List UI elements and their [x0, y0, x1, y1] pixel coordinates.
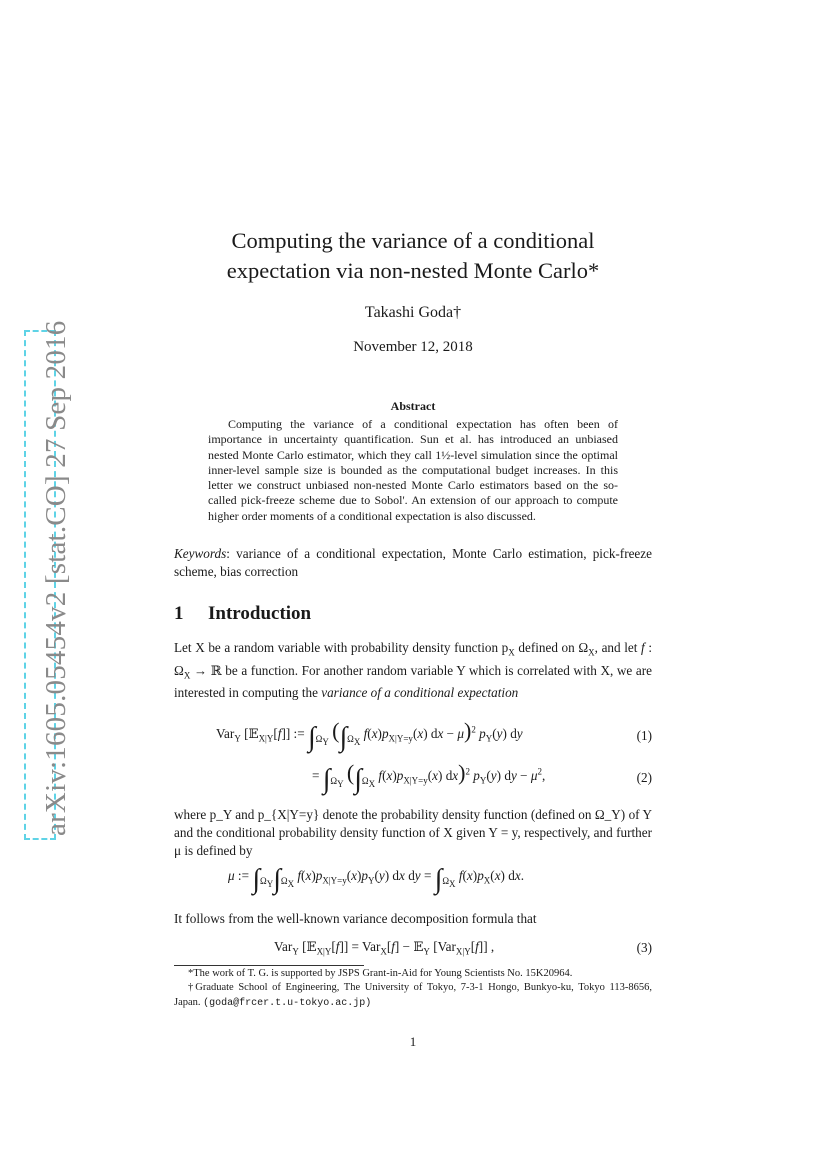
date: November 12, 2018: [353, 339, 473, 355]
title-line-2: expectation via non-nested Monte Carlo*: [226, 258, 600, 283]
abstract-text: Computing the variance of a conditional expectation has often been of importance in uncertainty quantification. Sun et al. has introduced an unbiased nested Monte Carlo estimator, which they call 1½-level simulation since the optimal inner-level sample size is bounded as the computational budget increases. In this letter we construct unbiased non-nested Monte Carlo estimators based on the so-called pick-freeze scheme due to Sobol'. An extension of our approach to compute higher order moments of a conditional expectation is also discussed.: [208, 417, 618, 523]
equation-3: Var$_Y$ [𝔼$_{X|Y}$[f]] = Var$_X$[f] − 𝔼$_Y$ [Var$_{X|Y}$[f]] ,: [274, 939, 495, 957]
equation-number-1: (1): [636, 728, 652, 743]
author: Takashi Goda†: [364, 304, 462, 321]
equation-1: Var$_Y$ [𝔼$_{X|Y}$[f]] := $\int_{\Omega_Y}$ ($\int_{\Omega_X}$ $f(x)p_{X|Y=y}(x)$ dx − μ)$^2$ $p_Y(y)$ dy: [216, 718, 523, 753]
follows-paragraph: It follows from the well-known variance decomposition formula that: [174, 911, 537, 926]
section-number: 1: [174, 603, 184, 624]
page-number: 1: [409, 1034, 417, 1049]
equation-number-2: (2): [636, 770, 652, 785]
abstract-heading: Abstract: [390, 399, 436, 413]
intro-emphasis: variance of a conditional expectation: [321, 685, 519, 701]
arxiv-stamp: arXiv:1605.05454v2 [stat.CO] 27 Sep 2016: [40, 320, 72, 836]
keywords: [174, 545, 652, 581]
footnote-2-email: (goda@frcer.t.u-tokyo.ac.jp): [203, 997, 372, 1009]
intro-text-b: For another random variable Y which is correlated with X, we are interested in computing the: [174, 662, 652, 701]
keywords-label: Keywords: [174, 546, 227, 561]
intro-text-a: Let X be a random variable with probability density function p: [174, 640, 509, 655]
intro-paragraph: Let X be a random variable with probability density function $p_X$ defined on $\Omega_X$, and let f : $\Omega_X$ → ℝ be a function. For another random variable Y which is correlated with X, we are interested in computing the variance of a conditional expectation: [174, 640, 652, 701]
where-paragraph: where p_Y and p_{X|Y=y} denote the probability density function (defined on Ω_Y) of Y and the conditional probability density function of X given Y = y, respectively, and further μ is defined by: [174, 807, 652, 858]
section-title: Introduction: [208, 603, 312, 624]
equation-2: = $\int_{\Omega_Y}$ ($\int_{\Omega_X}$ $f(x)p_{X|Y=y}(x)$ dx)$^2$ $p_Y(y)$ dy − $\mu^2$,: [312, 760, 546, 795]
footnote-2-text: †Graduate School of Engineering, The University of Tokyo, 7-3-1 Hongo, Bunkyo-ku, Tokyo 113-8656, Japan.: [174, 982, 652, 1008]
footnote-rule: [174, 965, 364, 966]
section-heading: [174, 603, 311, 625]
footnote-2: [174, 981, 652, 1011]
paper-title: [174, 226, 652, 286]
keywords-text: : variance of a conditional expectation, Monte Carlo estimation, pick-freeze scheme, bias correction: [174, 546, 652, 579]
title-line-1: Computing the variance of a conditional: [231, 228, 595, 253]
equation-mu: μ := $\int_{\Omega_Y}\int_{\Omega_X}$ $f(x)p_{X|Y=y}(x)p_Y(y)$ dx dy = $\int_{\Omega_X}$ $f(x)p_X(x)$ dx.: [228, 864, 524, 895]
footnote-1: *The work of T. G. is supported by JSPS Grant-in-Aid for Young Scientists No. 15K20964.: [188, 968, 573, 979]
equation-number-3: (3): [636, 940, 652, 955]
